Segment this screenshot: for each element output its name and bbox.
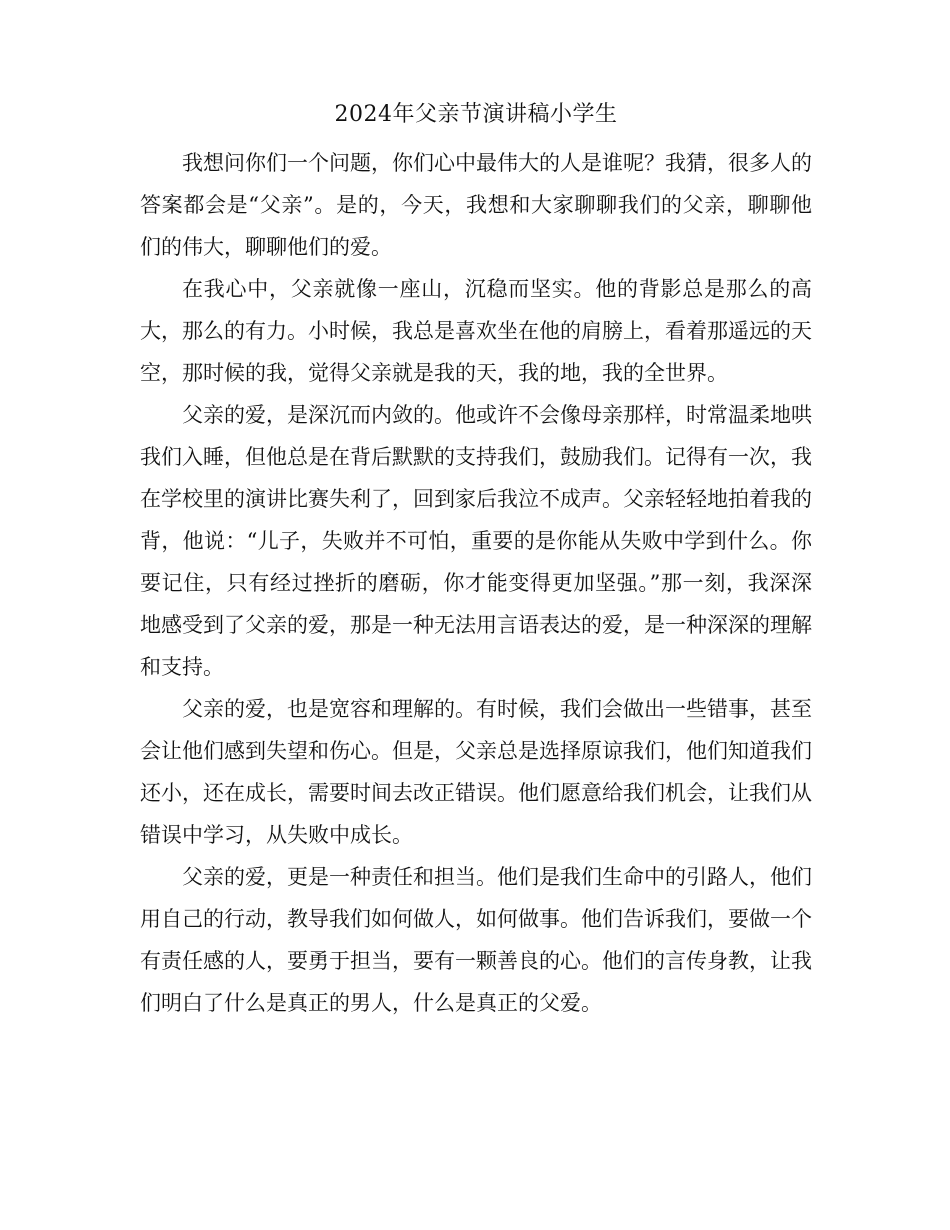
paragraph-5: 父亲的爱，更是一种责任和担当。他们是我们生命中的引路人，他们用自己的行动，教导我们如何做人，如何做事。他们告诉我们，要做一个有责任感的人，要勇于担当，要有一颗善良的心。他们的言传身教，让我们明白了什么是真正的男人，什么是真正的父爱。 (140, 865, 812, 1015)
paragraph-4: 父亲的爱，也是宽容和理解的。有时候，我们会做出一些错事，甚至会让他们感到失望和伤心。但是，父亲总是选择原谅我们，他们知道我们还小，还在成长，需要时间去改正错误。他们愿意给我们机会，让我们从错误中学习，从失败中成长。 (140, 697, 812, 847)
document-title: 2024年父亲节演讲稿小学生 (334, 102, 618, 127)
paragraph-2: 在我心中，父亲就像一座山，沉稳而坚实。他的背影总是那么的高大，那么的有力。小时候，我总是喜欢坐在他的肩膀上，看着那遥远的天空，那时候的我，觉得父亲就是我的天，我的地，我的全世界。 (140, 277, 812, 385)
document-page (140, 100, 812, 1024)
paragraph-3: 父亲的爱，是深沉而内敛的。他或许不会像母亲那样，时常温柔地哄我们入睡，但他总是在背后默默的支持我们，鼓励我们。记得有一次，我在学校里的演讲比赛失利了，回到家后我泣不成声。父亲轻轻地拍着我的背，他说：“儿子，失败并不可怕，重要的是你能从失败中学到什么。你要记住，只有经过挫折的磨砺，你才能变得更加坚强。”那一刻，我深深地感受到了父亲的爱，那是一种无法用言语表达的爱，是一种深深的理解和支持。 (140, 403, 812, 679)
paragraph-1: 我想问你们一个问题，你们心中最伟大的人是谁呢？我猜，很多人的答案都会是“父亲”。是的，今天，我想和大家聊聊我们的父亲，聊聊他们的伟大，聊聊他们的爱。 (140, 151, 812, 259)
